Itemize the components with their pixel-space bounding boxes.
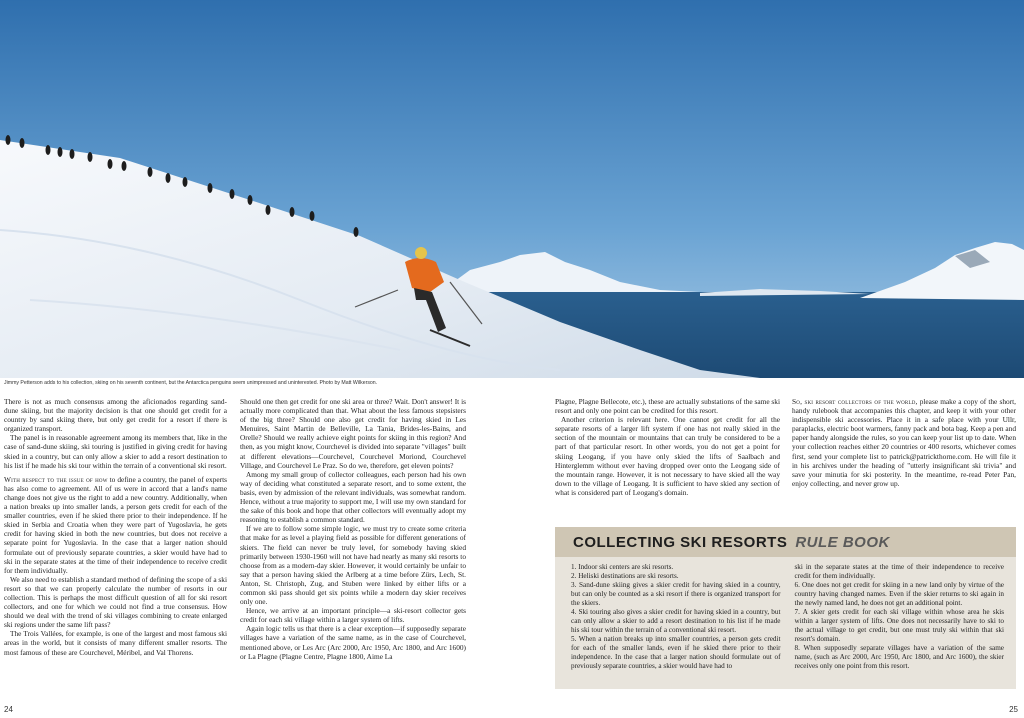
small-caps-lead: With respect to the issue of how [4,474,108,484]
paragraph: The Trois Vallées, for example, is one of the largest and most famous ski areas in the world, but it consists of many different smaller resorts. The most famous of these are Courchevel, Méribel, and Val Thorens. [4,629,227,657]
paragraph: If we are to follow some simple logic, we must try to create some criteria that make for as level a playing field as possible for different generations of skiers. The field can never be truly level, for somebody having skied primarily between 1930-1960 will not have had nearly as many ski resorts to choose from as a modern-day skier. However, it would certainly be unfair to say that a person having skied the Arlberg at a time before Zürs, Lech, St. Anton, St. Christoph, Zug, and Stuben were linked by either lifts or a common ski pass should get six points while a modern day skier receives only one. [240,524,466,607]
body-column-3 [555,397,780,497]
paragraph: Hence, we arrive at an important principle—a ski-resort collector gets credit for each ski village within a larger system of lifts. [240,606,466,625]
photo-caption: Jimmy Petterson adds to his collection, skiing on his seventh continent, but the Antarctica penguins seem unimpressed and uninterested. Photo by Matt Wilkerson. [4,380,378,386]
rule-book-heading [555,527,1016,557]
body-column-1 [4,397,227,657]
rule-item: 4. Ski touring also gives a skier credit for having skied in a country, but can only allow a skier to add a resort destination to his list if he made his ski tour within the terrain of a conventional ski resort. [571,608,781,634]
rule-item: 7. A skier gets credit for each ski village within whose area he skis within a larger system of lifts. One does not necessarily have to ski to the actual village to get credit, but one must truly ski within that ski resort's domain. [794,608,1004,643]
page-number-right: 25 [1009,705,1018,714]
paragraph: The panel is in reasonable agreement among its members that, like in the case of sand-dune skiing, ski touring is justified in giving credit for having skied in a country, but can only allow a skier to add a resort destination to his list if he made his ski tour within the terrain of a conventional ski resort. [4,433,227,470]
rule-item: ski in the separate states at the time of their independence to receive credit for them individually. [794,563,1004,580]
rule-book-box [555,527,1016,689]
paragraph: With respect to the issue of how to define a country, the panel of experts has also come to agreement. All of us were in accord that a land's name change does not give us the right to add a new country. Additionally, when a nation breaks up into smaller lands, a person gets credit for each of the smaller countries, even if he skied there prior to their independence. If he skied in Serbia and Croatia when they were part of Yugoslavia, he gets credit for having skied in both the new countries, but does not receive a separate point for Yugoslavia. In the case that a larger nation should formulate out of previously separate countries, a skier would have had to ski in the separate states at the time of their independence to receive credit for them individually. [4,474,227,575]
body-column-4 [792,397,1016,488]
rule-item: 1. Indoor ski centers are ski resorts. [571,563,674,571]
small-caps-lead: So, ski resort collectors of the world, [792,397,918,406]
rule-item: 8. When supposedly separate villages have a variation of the same name, (such as Arc 2000, Arc 1950, Arc 1800, and Arc 1600), the skier receives only one point from this resort. [794,644,1004,670]
paragraph: We also need to establish a standard method of defining the scope of a ski resort so that we can properly calculate the number of resorts in our collection. This is perhaps the most difficult question of all for ski resort collectors, and one for which we could not find a true consensus. How should we deal with the trend of ski villages combining to create enlarged ski regions under the same lift pass? [4,574,227,630]
paragraph: Should one then get credit for one ski area or three? Wait. Don't answer! It is actually more complicated than that. What about the less famous stepsisters of the big three? Should one also get credit for having skied in Les Menuires, Saint Martin de Belleville, La Tania, Brides-les-Bains, and Orelle? Should we really achieve eight points for skiing in this region? And then, as you might know, Courchevel is divided into separate "villages" built at different elevations—Courchevel, Courchevel Moriond, Courchevel Village, and Courchevel Le Praz. So do we, therefore, get eleven points? [240,397,466,470]
rule-item: 3. Sand-dune skiing gives a skier credit for having skied in a country, but can only be counted as a ski resort if there is organized transport for the skiers. [571,581,781,607]
rule-item: 5. When a nation breaks up into smaller countries, a person gets credit for each of the smaller lands, even if he skied there prior to their independence. In the case that a larger nation should formulate out of previously separate countries, a skier would have had to [571,635,781,670]
paragraph: Again logic tells us that there is a clear exception—if supposedly separate villages have a variation of the same name, as in the case of Courchevel, mentioned above, or Les Arc (Arc 2000, Arc 1950, Arc 1800, and Arc 1600) or La Plagne (Plagne Centre, Plagne 1800, Aime La [240,624,466,661]
page-number-left: 24 [4,705,13,714]
rule-book-subtitle: RULE BOOK [795,533,890,551]
paragraph: So, ski resort collectors of the world, please make a copy of the short, handy rulebook that accompanies this chapter, and keep it with your other indispensible ski accessories. Place it in a safe place with your Ullr, paraplacks, electric boot warmers, fanny pack and bota bag. Keep a pen and paper handy alongside the rules, so you can keep your list up to date. When your collection reaches either 20 countries or 400 resorts, whichever comes first, send your complete list to patrick@patrickthorne.com. He will file it in his archives under the heading of "utterly insignificant ski trivia" and save your minutia for ski posterity. In the meantime, re-read Peter Pan, enjoy collecting, and never grow up. [792,397,1016,488]
rule-item: 6. One does not get credit for skiing in a new land only by virtue of the country having changed names. Even if the skier returns to ski again in the newly named land, he does not get an additional point. [794,581,1004,607]
rule-book-title: COLLECTING SKI RESORTS [573,533,788,551]
paragraph: There is not as much consensus among the aficionados regarding sand-dune skiing, but the majority decision is that one should get credit for a country by sand skiing there, but only get credit for a resort if there is organized transport. [4,397,227,434]
paragraph: Among my small group of collector colleagues, each person had his own way of deciding what constituted a separate resort, and to some extent, the basis, even by admission of the relevant individuals, was somewhat random. Hence, without a true majority to support me, I will use my own standard for the sake of this book and hope that other collectors will eventually adopt my reasoning to establish a common standard. [240,469,466,525]
paragraph: Plagne, Plagne Bellecote, etc.), these are actually substations of the same ski resort and only one point can be credited for this resort. [555,397,780,416]
rule-item: 2. Heliski destinations are ski resorts. [571,572,679,580]
rule-list-right [795,563,1005,671]
body-column-2 [240,397,466,661]
paragraph: Another criterion is relevant here. One cannot get credit for all the separate resorts of a larger lift system if one has not really skied in the section of the mountain or mountains that can truly be considered to be a part of that particular resort. In other words, you do not get a point for skiing Leogang, if you have only skied the lifts of Saalbach and Hinterglemm without ever having dropped over onto the Leogang side of the mountain range. However, it is not necessary to have skied all the way down to the village of Leogang. It is sufficient to have skied any section of what is considered part of Leogang's domain. [555,415,780,497]
rule-list-left [571,563,781,671]
